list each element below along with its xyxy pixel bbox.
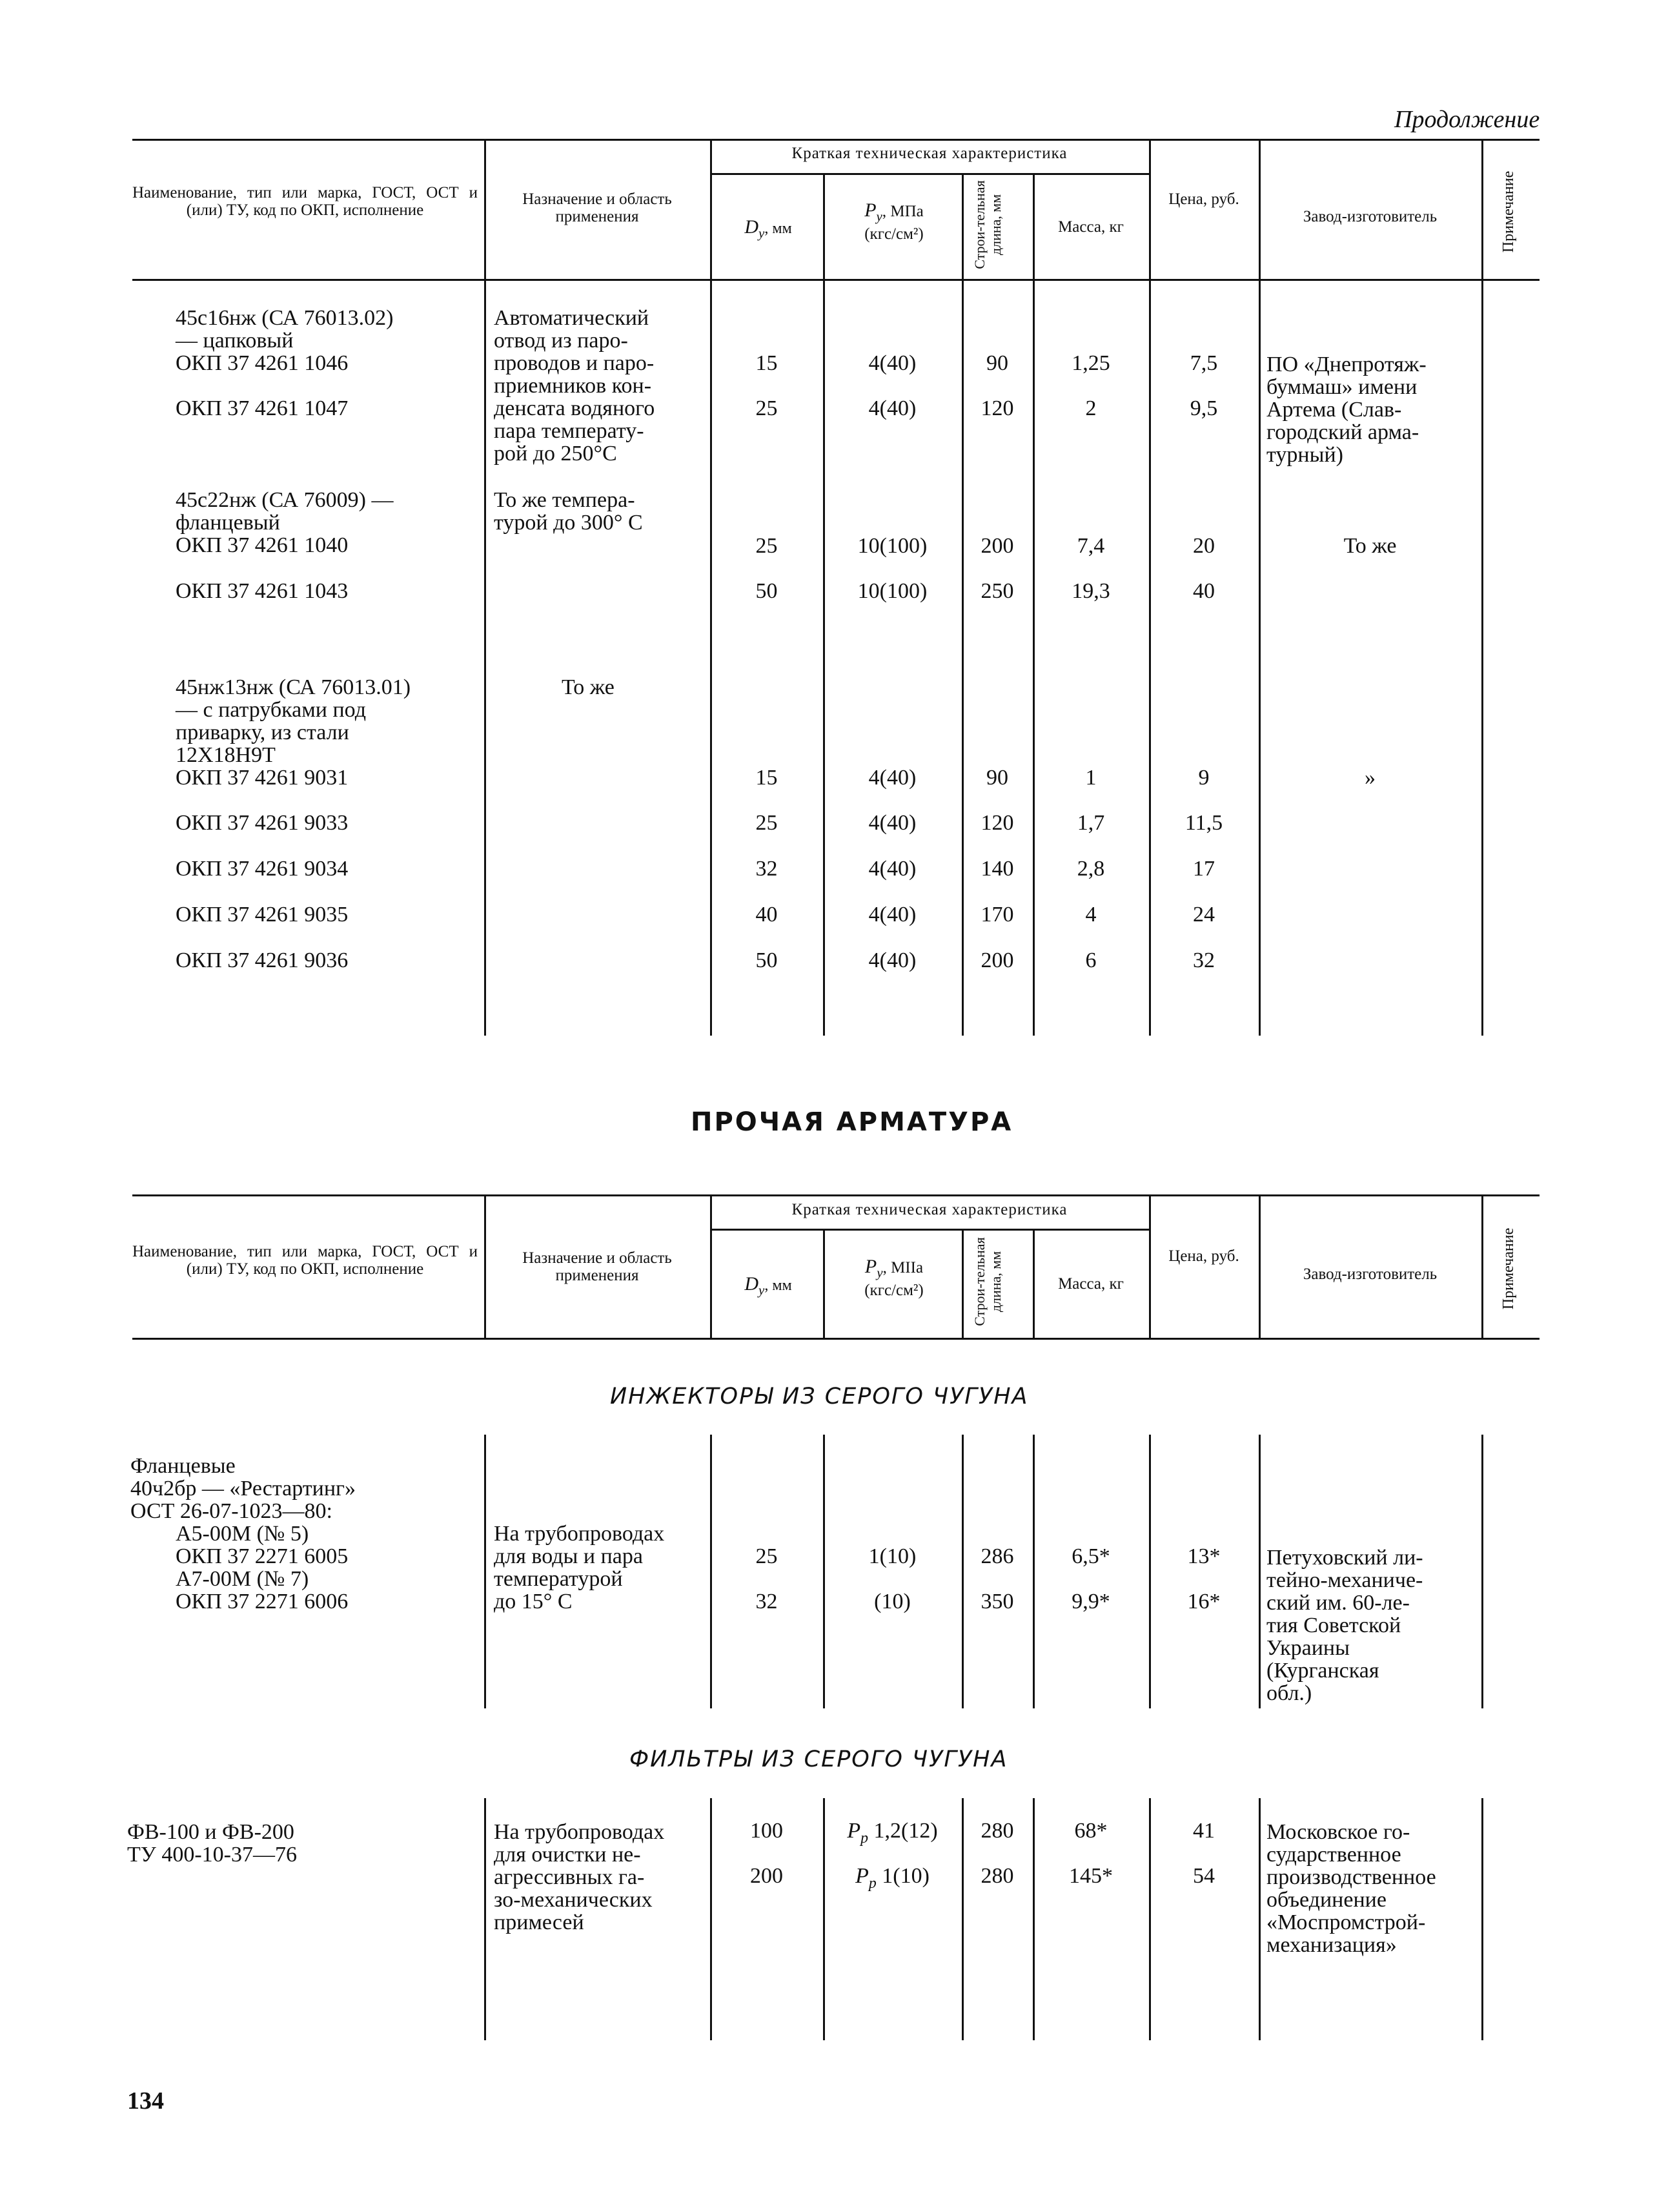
- filters-maker: Московское го- сударственное производственное объединение «Моспромстрой- механизация»: [1266, 1820, 1436, 1957]
- g1-r1-py: 4(40): [868, 351, 917, 375]
- g3-r1-py: 4(40): [868, 766, 917, 790]
- g1-maker: ПО «Днепротяж- буммаш» имени Артема (Слав- городский арма- турный): [1266, 353, 1427, 467]
- inj-r2-mass: 9,9*: [1072, 1590, 1110, 1613]
- flt-r2-py: $P_р$ 1(10): [855, 1864, 930, 1892]
- t2-header-length: Строи-тельная длина, мм: [971, 1237, 1004, 1326]
- t2-header-mass: Масса, кг: [1058, 1275, 1124, 1293]
- inj-r1-mass: 6,5*: [1072, 1544, 1110, 1568]
- g2-r1-dy: 25: [755, 534, 778, 558]
- header-py: $P_у$, МПа (кгс/см²): [864, 200, 924, 243]
- g2-r1-mass: 7,4: [1077, 534, 1105, 558]
- filters-name: ФВ-100 и ФВ-200 ТУ 400-10-37—76: [127, 1820, 297, 1867]
- injectors-purpose: На трубопроводах для воды и пара температурой до 15° С: [494, 1522, 665, 1613]
- g3-name: 45нж13нж (СА 76013.01) — с патрубками под приварку, из стали 12Х18Н9Т ОКП 37 4261 9031: [176, 675, 411, 790]
- flt-r1-mass: 68*: [1074, 1819, 1108, 1843]
- flt-r1-len: 280: [981, 1819, 1014, 1843]
- g2-r2-py: 10(100): [857, 579, 928, 603]
- g3-name-2: ОКП 37 4261 9033: [176, 811, 349, 835]
- g2-r1-py: 10(100): [857, 534, 928, 558]
- g3-r4-price: 24: [1193, 903, 1215, 927]
- g3-r5-price: 32: [1193, 948, 1215, 972]
- g2-maker: То же: [1343, 534, 1397, 558]
- g3-r2-price: 11,5: [1184, 811, 1223, 835]
- g3-r5-dy: 50: [755, 948, 778, 972]
- g1-r1-len: 90: [986, 351, 1008, 375]
- g3-r3-len: 140: [981, 857, 1014, 881]
- t2-header-purpose: Назначение и область применения: [522, 1249, 672, 1284]
- header-dy: $D_у$, мм: [744, 216, 792, 241]
- g3-maker: »: [1365, 766, 1376, 790]
- g1-r2-py: 4(40): [868, 396, 917, 420]
- t2-header-brief-characteristics: Краткая техническая характеристика: [791, 1201, 1068, 1218]
- flt-r2-price: 54: [1193, 1864, 1215, 1888]
- g3-r3-price: 17: [1193, 857, 1215, 881]
- g3-name-5: ОКП 37 4261 9036: [176, 948, 349, 972]
- injectors-name: Фланцевые 40ч2бр — «Рестартинг» ОСТ 26-07-1023—80:: [130, 1454, 356, 1523]
- g1-name: 45с16нж (СА 76013.02) — цапковый ОКП 37 4261 1046: [176, 306, 394, 375]
- g2-r1-len: 200: [981, 534, 1014, 558]
- inj-r2-price: 16*: [1187, 1590, 1221, 1613]
- g1-r1-price: 7,5: [1190, 351, 1218, 375]
- g3-r2-mass: 1,7: [1077, 811, 1105, 835]
- header-purpose: Назначение и область применения: [522, 190, 672, 225]
- t2-header-note: Примечание: [1500, 1227, 1517, 1310]
- g3-r1-len: 90: [986, 766, 1008, 790]
- g3-r4-len: 170: [981, 903, 1014, 927]
- g1-r1-dy: 15: [755, 351, 778, 375]
- g3-r3-dy: 32: [755, 857, 778, 881]
- inj-r1-price: 13*: [1187, 1544, 1221, 1568]
- flt-r2-mass: 145*: [1069, 1864, 1113, 1888]
- header-note: Примечание: [1500, 170, 1517, 253]
- inj-r2-len: 350: [981, 1590, 1014, 1613]
- g2-name: 45с22нж (СА 76009) — фланцевый ОКП 37 4261 1040: [176, 488, 394, 557]
- g3-name-4: ОКП 37 4261 9035: [176, 903, 349, 927]
- g1-name-b: ОКП 37 4261 1047: [176, 396, 349, 420]
- g2-r2-dy: 50: [755, 579, 778, 603]
- g2-r2-len: 250: [981, 579, 1014, 603]
- flt-r2-dy: 200: [750, 1864, 783, 1888]
- g2-r2-mass: 19,3: [1072, 579, 1110, 603]
- g2-purpose: То же темпера- турой до 300° С: [494, 488, 643, 535]
- inj-r2-py: (10): [874, 1590, 911, 1613]
- g1-r2-mass: 2: [1085, 396, 1097, 420]
- t2-header-name: Наименование, тип или марка, ГОСТ, ОСТ и (или) ТУ, код по ОКП, исполнение: [132, 1243, 478, 1278]
- subsection-filters-title: ФИЛЬТРЫ ИЗ СЕРОГО ЧУГУНА: [629, 1746, 1008, 1772]
- g3-r5-mass: 6: [1085, 948, 1097, 972]
- inj-r1-dy: 25: [755, 1544, 778, 1568]
- t2-header-py: $P_у$, МIIа (кгс/см²): [864, 1256, 924, 1299]
- g3-r5-py: 4(40): [868, 948, 917, 972]
- g3-r3-mass: 2,8: [1077, 857, 1105, 881]
- g3-r4-dy: 40: [755, 903, 778, 927]
- g3-r2-py: 4(40): [868, 811, 917, 835]
- subsection-injectors-title: ИНЖЕКТОРЫ ИЗ СЕРОГО ЧУГУНА: [610, 1384, 1029, 1409]
- injectors-name-codes: А5-00М (№ 5) ОКП 37 2271 6005 А7-00М (№ 7) ОКП 37 2271 6006: [176, 1522, 349, 1613]
- inj-r1-py: 1(10): [868, 1544, 917, 1568]
- g3-r3-py: 4(40): [868, 857, 917, 881]
- g3-r5-len: 200: [981, 948, 1014, 972]
- filters-purpose: На трубопроводах для очистки не- агрессивных га- зо-механических примесей: [494, 1820, 665, 1934]
- g2-r1-price: 20: [1193, 534, 1215, 558]
- g1-r2-len: 120: [981, 396, 1014, 420]
- g2-r2-price: 40: [1193, 579, 1215, 603]
- g3-r4-py: 4(40): [868, 903, 917, 927]
- g1-r2-dy: 25: [755, 396, 778, 420]
- injectors-maker: Петуховский ли- тейно-механиче- ский им. 60-ле- тия Советской Украины (Курганская обл.): [1266, 1546, 1423, 1705]
- t2-header-maker: Завод-изготовитель: [1303, 1265, 1438, 1283]
- g3-r1-dy: 15: [755, 766, 778, 790]
- g1-r1-mass: 1,25: [1072, 351, 1110, 375]
- flt-r1-price: 41: [1193, 1819, 1215, 1843]
- g3-r1-mass: 1: [1085, 766, 1097, 790]
- g1-r2-price: 9,5: [1190, 396, 1218, 420]
- g1-purpose: Автоматический отвод из паро- проводов и паро- приемников кон- денсата водяного пара температу- рой до 250°С: [494, 306, 655, 466]
- t2-header-price: Цена, руб.: [1168, 1247, 1239, 1265]
- g3-name-3: ОКП 37 4261 9034: [176, 857, 349, 881]
- header-length: Строи-тельная длина, мм: [971, 180, 1004, 269]
- inj-r2-dy: 32: [755, 1590, 778, 1613]
- flt-r1-py: $P_р$ 1,2(12): [847, 1819, 938, 1847]
- header-name: Наименование, тип или марка, ГОСТ, ОСТ и (или) ТУ, код по ОКП, исполнение: [132, 184, 478, 219]
- g3-r2-dy: 25: [755, 811, 778, 835]
- header-mass: Масса, кг: [1058, 218, 1124, 236]
- header-brief-characteristics: Краткая техническая характеристика: [791, 145, 1068, 162]
- g3-r2-len: 120: [981, 811, 1014, 835]
- flt-r2-len: 280: [981, 1864, 1014, 1888]
- g3-purpose: То же: [562, 675, 615, 699]
- continuation-label: Продолжение: [1394, 106, 1540, 133]
- header-maker: Завод-изготовитель: [1303, 208, 1438, 225]
- section-title: ПРОЧАЯ АРМАТУРА: [691, 1107, 1013, 1137]
- page-number: 134: [127, 2087, 164, 2115]
- t2-header-dy: $D_у$, мм: [744, 1273, 792, 1298]
- g2-name-b: ОКП 37 4261 1043: [176, 579, 349, 603]
- g3-r1-price: 9: [1198, 766, 1210, 790]
- inj-r1-len: 286: [981, 1544, 1014, 1568]
- g3-r4-mass: 4: [1085, 903, 1097, 927]
- flt-r1-dy: 100: [750, 1819, 783, 1843]
- header-price: Цена, руб.: [1168, 190, 1239, 208]
